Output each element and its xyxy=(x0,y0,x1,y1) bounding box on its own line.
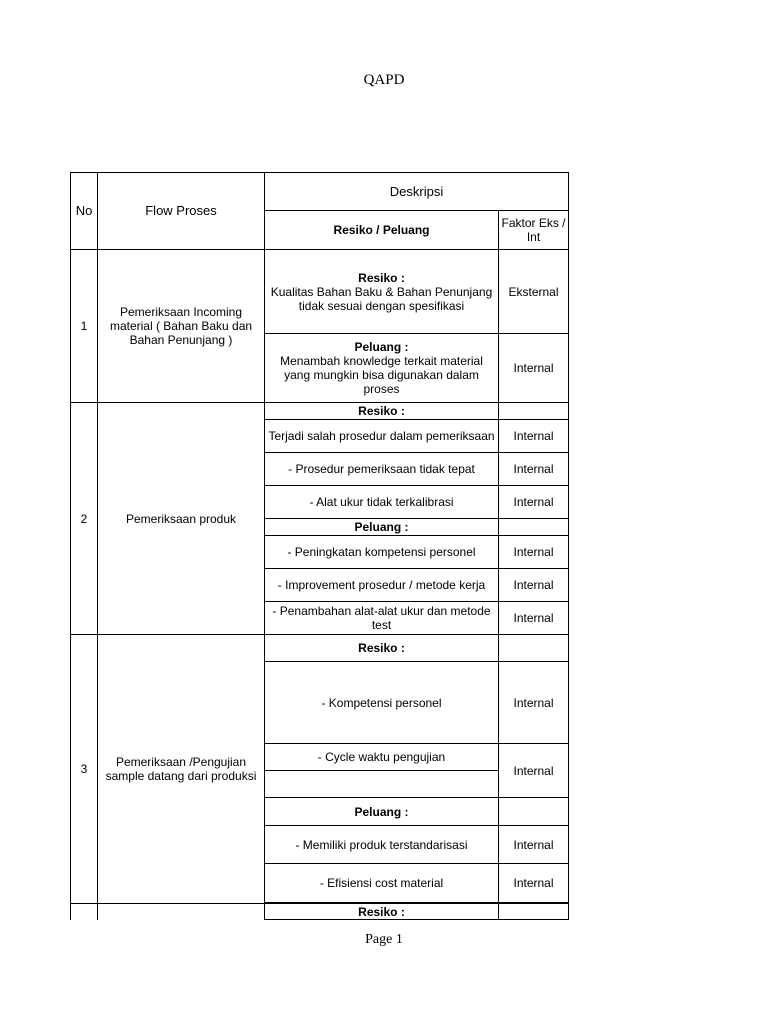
description-text: Menambah knowledge terkait material yang mungkin bisa digunakan dalam proses xyxy=(280,354,483,396)
peluang-heading: Peluang : xyxy=(265,798,499,826)
flow-proses-cell: Pemeriksaan /Pengujian sample datang dari produksi xyxy=(98,635,265,904)
faktor-cell-empty xyxy=(499,635,569,662)
faktor-cell: Internal xyxy=(499,569,569,602)
resiko-heading: Resiko : xyxy=(265,403,499,420)
faktor-cell: Internal xyxy=(499,453,569,486)
description-text: - Efisiensi cost material xyxy=(265,864,499,903)
faktor-cell: Internal xyxy=(499,536,569,569)
faktor-cell: Internal xyxy=(499,486,569,519)
faktor-cell: Internal xyxy=(499,334,569,403)
risk-opportunity-cell xyxy=(265,334,499,403)
description-empty xyxy=(265,771,499,798)
description-text: - Kompetensi personel xyxy=(265,662,499,744)
peluang-heading: Peluang : xyxy=(265,519,499,536)
description-text: - Peningkatan kompetensi personel xyxy=(265,536,499,569)
peluang-heading: Peluang : xyxy=(354,340,409,354)
row-number: 1 xyxy=(71,250,98,403)
description-text: Terjadi salah prosedur dalam pemeriksaan xyxy=(265,420,499,453)
description-text: - Alat ukur tidak terkalibrasi xyxy=(265,486,499,519)
resiko-heading: Resiko : xyxy=(358,270,405,285)
faktor-cell-empty xyxy=(499,798,569,826)
row-number-empty xyxy=(71,904,98,920)
qapd-table xyxy=(70,172,569,920)
flow-proses-cell-empty xyxy=(98,904,265,920)
faktor-cell-empty xyxy=(499,519,569,536)
header-faktor: Faktor Eks / Int xyxy=(499,211,569,250)
description-text: - Cycle waktu pengujian xyxy=(265,744,499,771)
faktor-cell: Internal xyxy=(499,826,569,864)
flow-proses-cell: Pemeriksaan Incoming material ( Bahan Baku dan Bahan Penunjang ) xyxy=(98,250,265,403)
header-resiko-peluang: Resiko / Peluang xyxy=(265,211,499,250)
risk-opportunity-cell xyxy=(265,250,499,334)
resiko-heading: Resiko : xyxy=(265,904,499,920)
flow-proses-cell: Pemeriksaan produk xyxy=(98,403,265,635)
header-deskripsi: Deskripsi xyxy=(265,173,569,211)
faktor-cell: Internal xyxy=(499,744,569,798)
page-title: QAPD xyxy=(363,72,405,88)
header-row xyxy=(71,173,569,211)
faktor-cell: Internal xyxy=(499,662,569,744)
faktor-cell: Internal xyxy=(499,602,569,635)
row-number: 3 xyxy=(71,635,98,904)
resiko-heading: Resiko : xyxy=(265,635,499,662)
description-text: - Memiliki produk terstandarisasi xyxy=(265,826,499,864)
header-flow-proses: Flow Proses xyxy=(98,173,265,250)
page-footer: Page 1 xyxy=(365,932,403,947)
description-text: - Penambahan alat-alat ukur dan metode test xyxy=(265,602,499,635)
faktor-cell-empty xyxy=(499,403,569,420)
faktor-cell: Internal xyxy=(499,420,569,453)
description-text: - Prosedur pemeriksaan tidak tepat xyxy=(265,453,499,486)
table-row xyxy=(71,635,569,662)
description-text: - Improvement prosedur / metode kerja xyxy=(265,569,499,602)
faktor-cell: Eksternal xyxy=(499,250,569,334)
table-row xyxy=(71,250,569,334)
faktor-cell-empty xyxy=(499,904,569,920)
table-row xyxy=(71,403,569,420)
header-no: No xyxy=(71,173,98,250)
table-row xyxy=(71,904,569,920)
row-number: 2 xyxy=(71,403,98,635)
faktor-cell: Internal xyxy=(499,864,569,903)
description-text: Kualitas Bahan Baku & Bahan Penunjang tidak sesuai dengan spesifikasi xyxy=(270,284,493,313)
